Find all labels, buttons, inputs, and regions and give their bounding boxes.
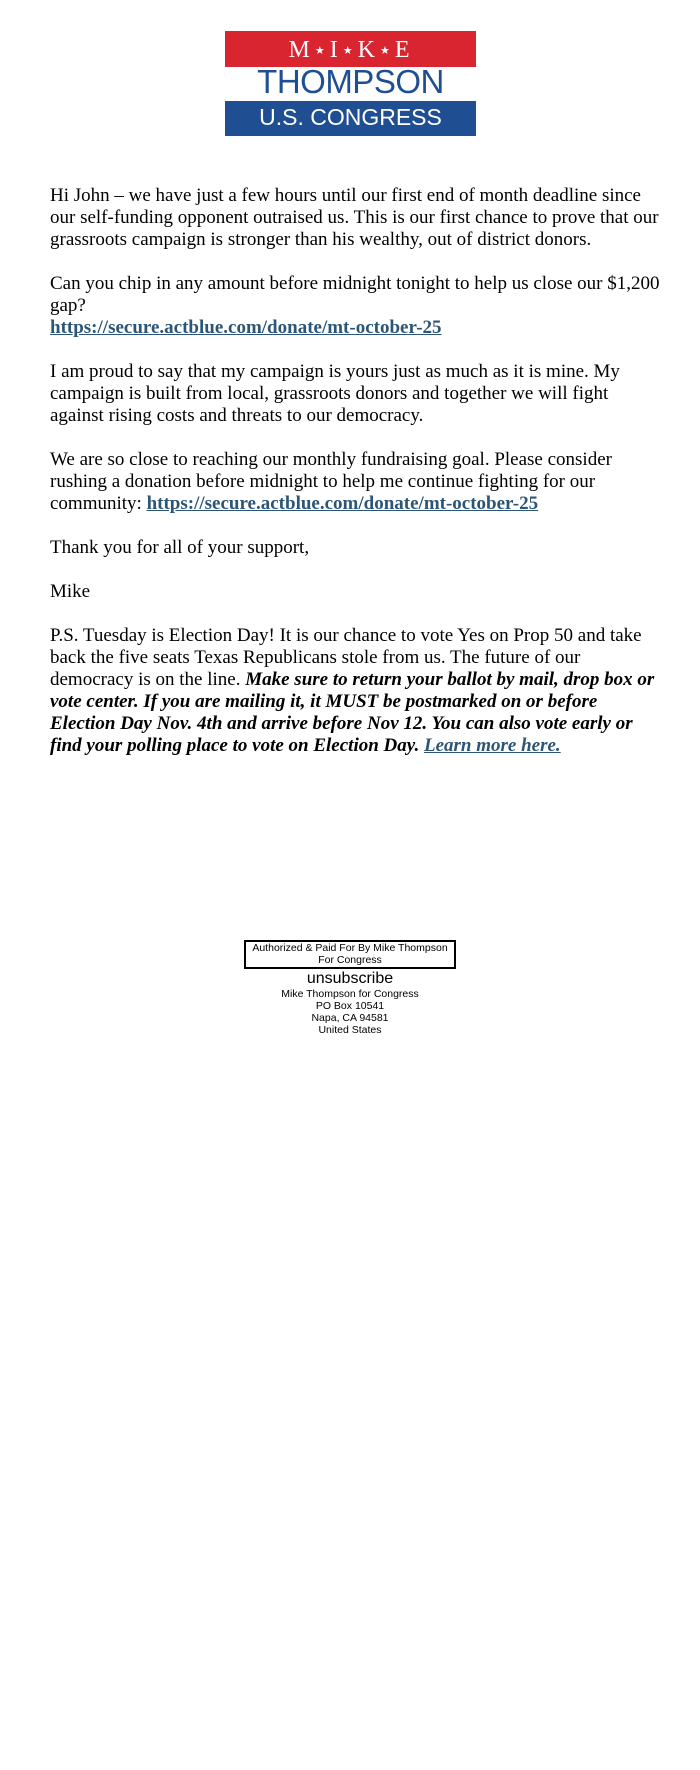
email-body <box>50 185 660 779</box>
star-icon: ★ <box>314 45 328 58</box>
logo-last-name: THOMPSON <box>257 63 444 100</box>
paragraph-ps <box>50 625 660 757</box>
learn-more-link[interactable]: Learn more here. <box>424 735 561 756</box>
paragraph-ask <box>50 273 660 339</box>
paragraph-goal <box>50 449 660 515</box>
footer-po-box: PO Box 10541 <box>315 1000 385 1012</box>
ps-text: P.S. Tuesday is Election Day! It is our chance to vote Yes on Prop 50 and take back the five seats Texas Republicans stole from us. The future of our democracy is on the line. <box>50 625 642 690</box>
paid-for-disclaimer: Authorized & Paid For By Mike Thompson For Congress <box>244 940 456 969</box>
donate-link-1[interactable]: https://secure.actblue.com/donate/mt-october-25 <box>50 317 442 338</box>
ask-text: Can you chip in any amount before midnight tonight to help us close our $1,200 gap? <box>50 273 660 316</box>
unsubscribe-link[interactable]: unsubscribe <box>306 970 394 987</box>
footer-country: United States <box>318 1024 382 1036</box>
paragraph-intro: Hi John – we have just a few hours until our first end of month deadline since our self-funding opponent outraised us. This is our first chance to prove that our grassroots campaign is stronger than his wealthy, out of district donors. <box>50 185 659 250</box>
campaign-logo <box>225 31 476 136</box>
logo-first-name: M ★I ★K ★E <box>288 37 413 63</box>
email-footer <box>0 940 700 1036</box>
star-icon: ★ <box>342 45 356 58</box>
paragraph-campaign: I am proud to say that my campaign is yours just as much as it is mine. My campaign is built from local, grassroots donors and together we will fight against rising costs and threats to our democracy. <box>50 361 620 426</box>
footer-org: Mike Thompson for Congress <box>281 988 419 1000</box>
signature: Mike <box>50 581 91 602</box>
star-icon: ★ <box>379 45 393 58</box>
ps-bold-text: Make sure to return your ballot by mail, drop box or vote center. If you are mailing it, it MUST be postmarked on or before Election Day Nov. 4th and arrive before Nov 12. You can also vote early or find your polling place to vote on Election Day. Learn more here. <box>50 669 655 756</box>
goal-text: We are so close to reaching our monthly fundraising goal. Please consider rushing a donation before midnight to help me continue fighting for our community: <box>50 449 612 514</box>
paragraph-thanks: Thank you for all of your support, <box>50 537 310 558</box>
donate-link-2[interactable]: https://secure.actblue.com/donate/mt-october-25 <box>146 493 539 514</box>
logo-office: U.S. CONGRESS <box>259 104 442 130</box>
footer-city: Napa, CA 94581 <box>311 1012 389 1024</box>
